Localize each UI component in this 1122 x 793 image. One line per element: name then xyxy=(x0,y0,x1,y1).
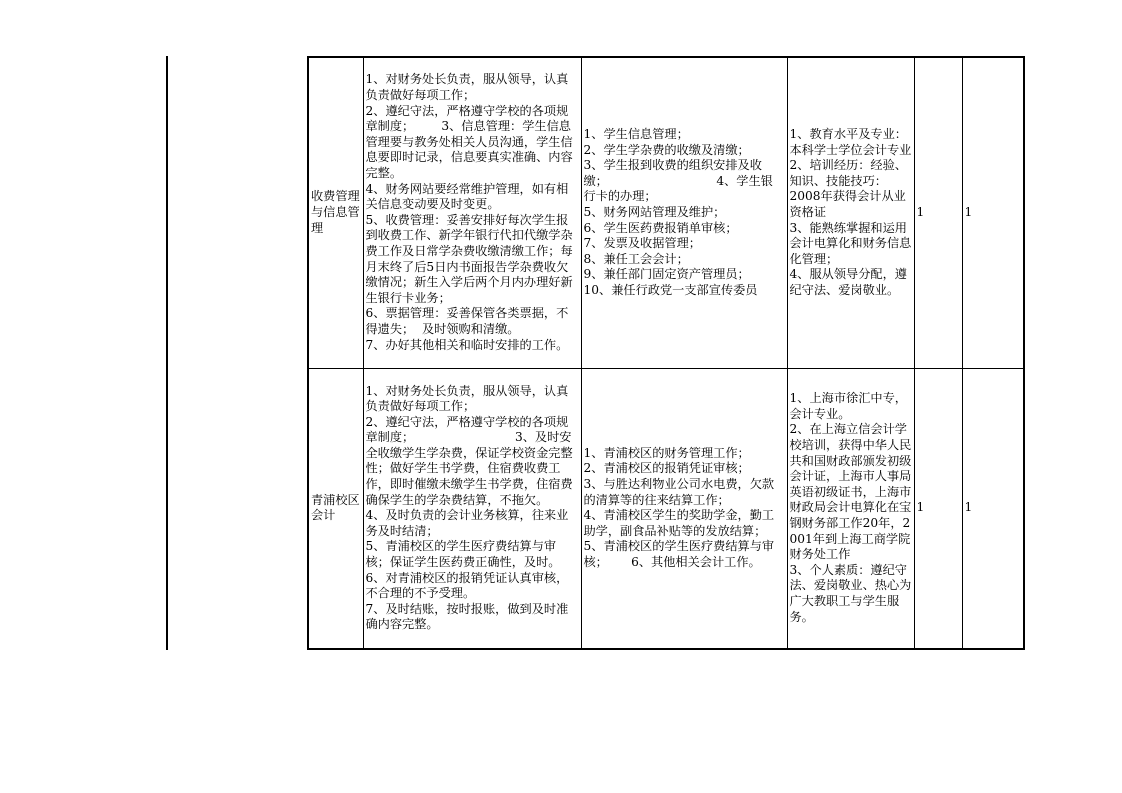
tasks-cell: 1、青浦校区的财务管理工作； 2、青浦校区的报销凭证审核； 3、与胜达利物业公司水电费，欠款的清算等的往来结算工作； 4、青浦校区学生的奖助学金，勤工助学，副食品补贴等的发放结算； 5、青浦校区的学生医疗费结算与审核； 6、其他相关会计工作。 xyxy=(581,368,787,649)
position-cell: 收费管理与信息管理 xyxy=(308,57,363,368)
requirements-cell: 1、教育水平及专业：本科学士学位会计专业 2、培训经历：经验、知识、技能技巧： 2008年获得会计从业资格证 3、能熟练掌握和运用会计电算化和财务信息化管理； 4、服从领导分配，遵纪守法、爱岗敬业。 xyxy=(787,57,914,368)
table-row xyxy=(308,57,1024,368)
duties-cell: 1、对财务处长负责，服从领导，认真负责做好每项工作； 2、遵纪守法，严格遵守学校的各项规章制度； 3、信息管理：学生信息管理要与教务处相关人员沟通，学生信息要即时记录，信息要真实准确、内容完整。 4、财务网站要经常维护管理，如有相关信息变动要及时变更。 5、收费管理：妥善安排好每次学生报到收费工作、新学年银行代扣代缴学杂费工作及日常学杂费收缴清缴工作；每月末终了后5日内书面报告学杂费收欠缴情况；新生入学后两个月内办理好新生银行卡业务； 6、票据管理：妥善保管各类票据，不得遗失； 及时领购和清缴。 7、办好其他相关和临时安排的工作。 xyxy=(363,57,581,368)
tasks-cell: 1、学生信息管理； 2、学生学杂费的收缴及清缴； 3、学生报到收费的组织安排及收缴； 4、学生银行卡的办理； 5、财务网站管理及维护； 6、学生医药费报销单审核； 7、发票及收据管理； 8、兼任工会会计； 9、兼任部门固定资产管理员； 10、兼任行政党一支部宣传委员 xyxy=(581,57,787,368)
position-cell: 青浦校区会计 xyxy=(308,368,363,649)
count-cell-2: 1 xyxy=(962,368,1024,649)
duties-cell: 1、对财务处长负责，服从领导，认真负责做好每项工作； 2、遵纪守法，严格遵守学校的各项规章制度； 3、及时安全收缴学生学杂费，保证学校资金完整性；做好学生书学费，住宿费收费工作，即时催缴未缴学生书学费，住宿费确保学生的学杂费结算，不拖欠。 4、及时负责的会计业务核算，往来业务及时结清； 5、青浦校区的学生医疗费结算与审核；保证学生医药费正确性，及时。 6、对青浦校区的报销凭证认真审核，不合理的不予受理。 7、及时结账，按时报账，做到及时准确内容完整。 xyxy=(363,368,581,649)
table-row xyxy=(308,368,1024,649)
requirements-cell: 1、上海市徐汇中专，会计专业。 2、在上海立信会计学校培训，获得中华人民共和国财政部颁发初级会计证，上海市人事局英语初级证书，上海市财政局会计电算化在宝钢财务部工作20年，2001年到上海工商学院财务处工作 3、个人素质：遵纪守法、爱岗敬业、热心为广大教职工与学生服务。 xyxy=(787,368,914,649)
count-cell-1: 1 xyxy=(914,57,962,368)
job-description-table xyxy=(307,56,1025,650)
left-border-line xyxy=(166,56,168,650)
count-cell-2: 1 xyxy=(962,57,1024,368)
count-cell-1: 1 xyxy=(914,368,962,649)
